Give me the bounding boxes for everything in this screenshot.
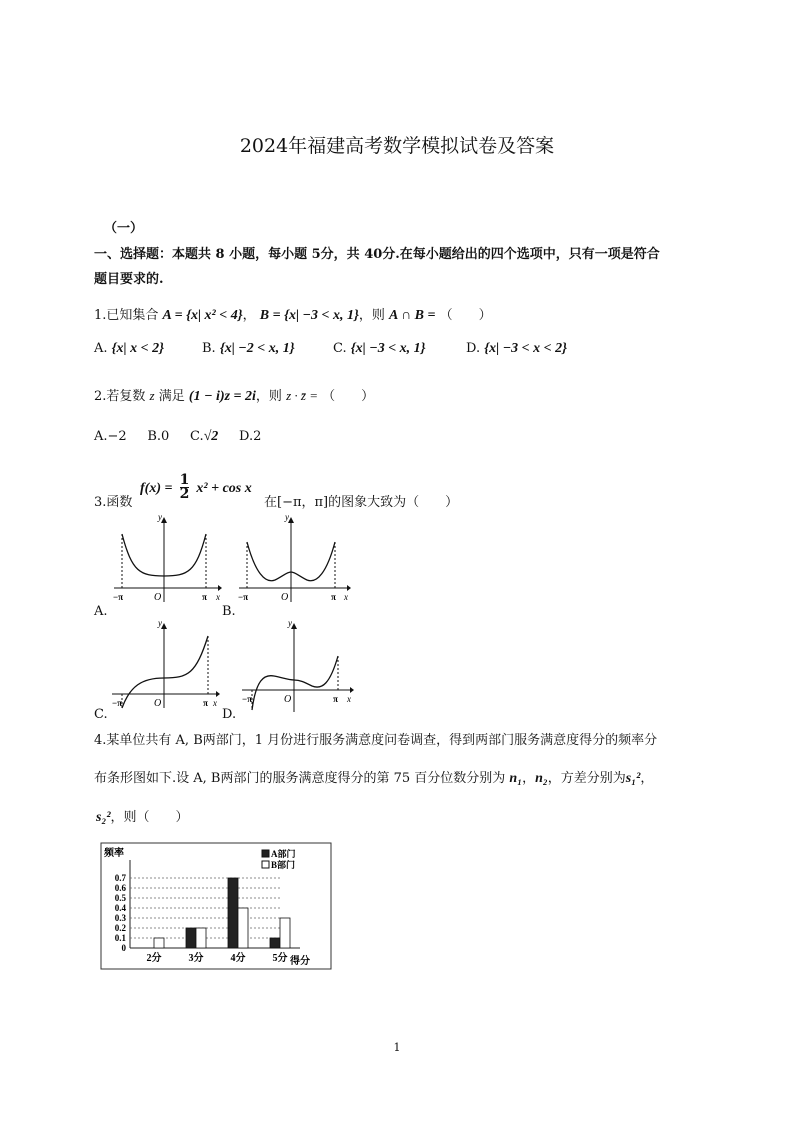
q2-options: [94, 429, 261, 445]
q3-frac-num: 1: [179, 472, 190, 488]
bar-a: [270, 938, 280, 948]
bar-a: [186, 928, 196, 948]
q4-line1: 4.某单位共有 A, B两部门，1 月份进行服务满意度问卷调查，得到两部门服务满意度得分的频率分: [94, 733, 658, 748]
q4-line3: [96, 806, 189, 826]
legend-swatch-b: [262, 861, 269, 868]
chart-frame: [101, 843, 331, 969]
x-axis-arrow: [216, 691, 220, 697]
q1-tail: ，则: [358, 308, 385, 323]
y-label: y: [288, 620, 292, 628]
x-axis-arrow: [218, 585, 222, 591]
q4-line2: [94, 767, 653, 787]
origin-label: O: [284, 694, 292, 705]
y-label: y: [158, 620, 162, 628]
q1-prefix: 1.已知集合: [94, 308, 159, 323]
q2-paren: （ ）: [322, 389, 375, 404]
q2-option-a: A.−2: [94, 429, 127, 444]
bar-b: [196, 928, 206, 948]
q1-option-d-label: D.: [466, 341, 481, 356]
origin-label: O: [281, 592, 289, 603]
q2-equation: (1 − i)z = 2i: [188, 389, 256, 404]
q4-line2-mid: ，方差分别为: [547, 771, 626, 786]
bar-a: [228, 878, 238, 948]
page-number: 1: [393, 1041, 401, 1054]
x-axis-arrow: [350, 687, 354, 693]
section-heading-line2: 题目要求的.: [94, 272, 164, 287]
q2-expression: z · z̄ =: [286, 388, 318, 403]
q2-option-b: B.0: [147, 429, 170, 444]
q3-fraction: [180, 474, 190, 501]
pi-label: π: [333, 694, 338, 704]
bar-b: [238, 908, 248, 948]
legend-label-b: B部门: [271, 860, 296, 870]
q1-option-a-value: {x| x < 2}: [111, 341, 164, 356]
question-1: [94, 304, 492, 324]
chart-legend: [262, 848, 296, 870]
q4-s2: s₂²: [96, 810, 111, 825]
legend-label-a: A部门: [271, 849, 296, 859]
q1-comma: ，: [242, 308, 256, 323]
q3-graph-c: [108, 620, 220, 712]
q3-func-rhs: x² + cos x: [196, 481, 252, 496]
q3-option-d-label: D.: [222, 707, 237, 722]
q3-graph-d: [238, 620, 354, 716]
q2-var: z: [149, 388, 155, 403]
q1-expression: A ∩ B =: [389, 308, 436, 323]
q1-option-b: [202, 341, 295, 357]
chart-bars: [154, 878, 290, 948]
q2-prefix: 2.若复数: [94, 389, 146, 404]
question-2: [94, 385, 374, 405]
category-label: 4分: [230, 953, 246, 964]
q4-line3-tail: ，则（ ）: [110, 810, 189, 825]
q1-option-a-label: A.: [94, 341, 108, 356]
y-label: y: [158, 514, 162, 522]
origin-label: O: [154, 592, 162, 603]
pi-label: π: [202, 592, 207, 602]
y-tick-label: 0.1: [114, 933, 126, 943]
y-tick-label: 0.6: [114, 883, 126, 893]
q4-n2: n₂: [535, 771, 548, 786]
y-tick-label: 0.3: [114, 913, 126, 923]
q1-set-a: A = {x| x² < 4}: [162, 308, 243, 323]
pi-label: π: [331, 592, 336, 602]
q4-line2-prefix: 布条形图如下.设 A, B两部门的服务满意度得分的第 75 百分位数分别为: [94, 771, 506, 786]
q1-option-c-value: {x| −3 < x, 1}: [350, 341, 426, 356]
q4-sep: ，: [522, 771, 536, 786]
q3-prefix: 3.函数: [94, 495, 133, 510]
neg-pi-label: −π: [113, 592, 124, 602]
q2-option-c-label: C.: [190, 429, 204, 444]
q2-option-c-value: √2: [203, 429, 219, 444]
q1-option-d: [466, 341, 567, 357]
chart-grid: [130, 860, 300, 948]
bar-b: [154, 938, 164, 948]
chart-yticks: [115, 873, 127, 953]
curve-d: [252, 656, 338, 710]
category-label: 3分: [188, 953, 204, 964]
bar-b: [280, 918, 290, 948]
y-tick-label: 0.7: [114, 873, 126, 883]
page-title: 2024年福建高考数学模拟试卷及答案: [239, 135, 555, 157]
q4-sep-2: ，: [640, 771, 654, 786]
part-label: （一）: [104, 221, 144, 236]
section-heading-line1: 一、选择题：本题共 8 小题，每小题 5分，共 40分.在每小题给出的四个选项中，只有一项是符合: [94, 247, 660, 262]
q3-option-b-label: B.: [222, 604, 236, 619]
x-label: x: [344, 592, 348, 602]
q1-set-b: B = {x| −3 < x, 1}: [259, 308, 359, 323]
q3-frac-den: 2: [179, 486, 190, 502]
legend-swatch-a: [262, 850, 269, 857]
frequency-bar-chart: [100, 842, 332, 970]
y-tick-label: 0.5: [114, 893, 126, 903]
q2-mid: 满足: [158, 389, 185, 404]
x-label: x: [347, 694, 351, 704]
q3-function: [140, 474, 252, 501]
x-axis-arrow: [347, 585, 351, 591]
chart-categories: [147, 951, 288, 964]
neg-pi-label: −π: [112, 698, 123, 708]
q1-option-c: [333, 341, 426, 357]
q1-option-b-value: {x| −2 < x, 1}: [219, 341, 295, 356]
y-tick-label: 0: [121, 943, 126, 953]
q1-option-b-label: B.: [202, 341, 216, 356]
q1-option-a: [94, 341, 164, 357]
x-label: x: [213, 698, 217, 708]
q3-graph-b: [235, 514, 351, 606]
origin-label: O: [154, 698, 162, 709]
q4-n1: n₁: [509, 771, 523, 786]
q2-option-d: D.2: [238, 429, 262, 444]
q3-func-lhs: f(x) =: [140, 481, 173, 496]
q1-option-c-label: C.: [333, 341, 347, 356]
q4-s1: s₁²: [625, 771, 641, 786]
neg-pi-label: −π: [238, 592, 249, 602]
chart-ylabel: 频率: [104, 848, 124, 859]
chart-xlabel: 得分: [290, 956, 310, 967]
curve-c: [122, 636, 208, 708]
q3-tail: 在[−π，π]的图象大致为（ ）: [264, 495, 459, 510]
pi-label: π: [203, 698, 208, 708]
q1-option-d-value: {x| −3 < x < 2}: [484, 341, 568, 356]
q3-option-c-label: C.: [94, 707, 108, 722]
neg-pi-label: −π: [242, 694, 253, 704]
y-tick-label: 0.2: [114, 923, 126, 933]
q1-paren: （ ）: [439, 308, 492, 323]
q3-graph-a: [110, 514, 222, 606]
y-label: y: [285, 514, 289, 522]
q2-tail: ，则: [255, 389, 282, 404]
y-tick-label: 0.4: [114, 903, 126, 913]
q3-option-a-label: A.: [94, 604, 108, 619]
category-label: 2分: [146, 953, 162, 964]
category-label: 5分: [272, 953, 288, 964]
x-label: x: [216, 592, 220, 602]
